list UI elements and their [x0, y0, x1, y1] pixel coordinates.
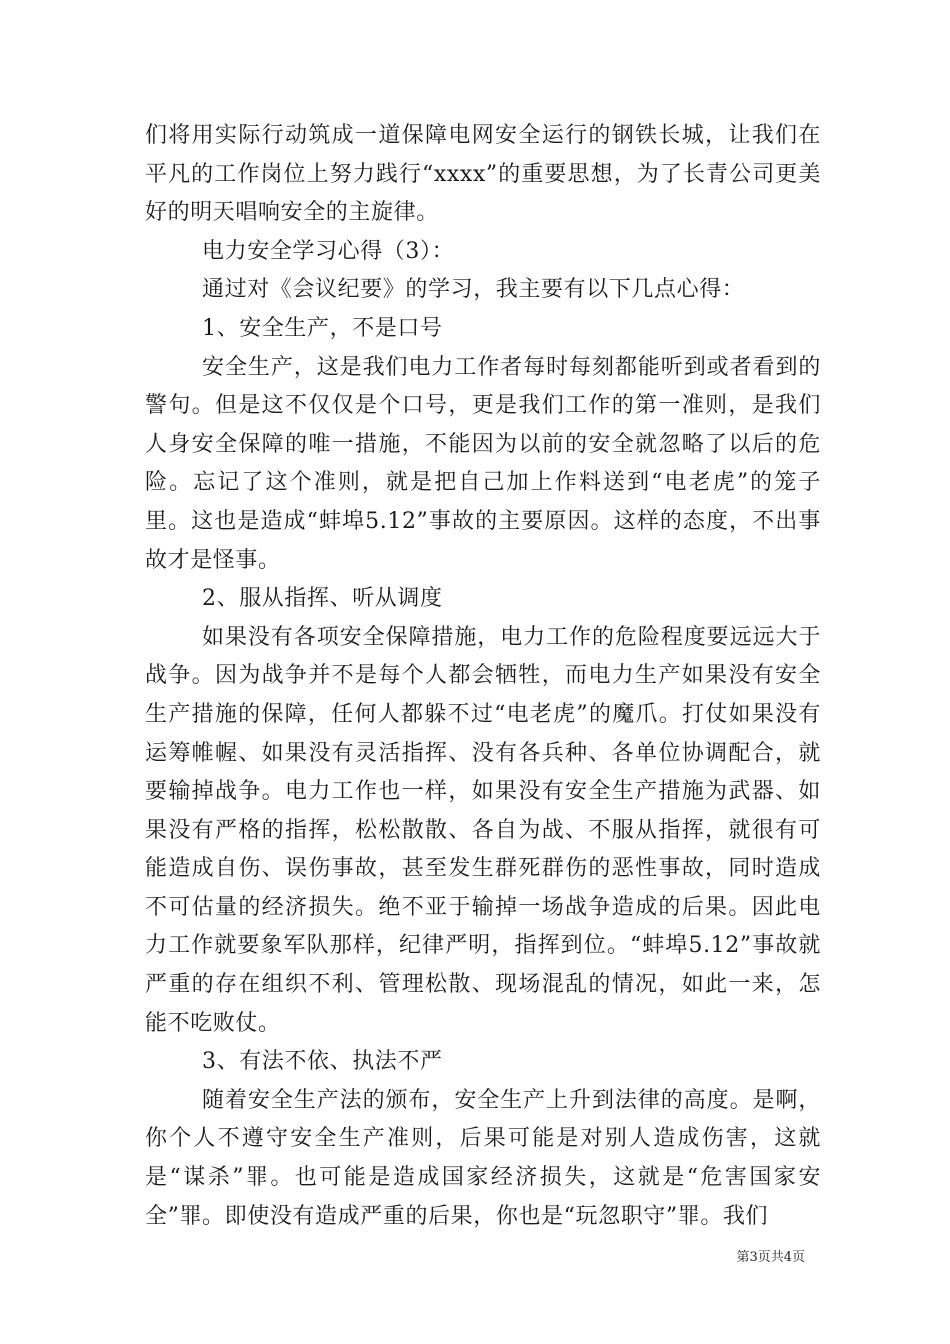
- heading-point-3: 3、有法不依、执法不严: [202, 1049, 443, 1075]
- document-body: [145, 117, 821, 1236]
- paragraph-intro: 通过对《会议纪要》的学习，我主要有以下几点心得：: [202, 277, 745, 303]
- paragraph-continuation: 们将用实际行动筑成一道保障电网安全运行的钢铁长城，让我们在平凡的工作岗位上努力践行“xxxx”的重要思想，为了长青公司更美好的明天唱响安全的主旋律。: [145, 123, 821, 226]
- heading-point-2: 2、服从指挥、听从调度: [202, 586, 443, 612]
- section-title: 电力安全学习心得（3）：: [202, 238, 455, 264]
- heading-point-1: 1、安全生产，不是口号: [202, 315, 443, 341]
- paragraph-point-1: 安全生产，这是我们电力工作者每时每刻都能听到或者看到的警句。但是这不仅仅是个口号，更是我们工作的第一准则，是我们人身安全保障的唯一措施，不能因为以前的安全就忽略了以后的危险。忘记了这个准则，就是把自己加上作料送到“电老虎”的笼子里。这也是造成“蚌埠5.12”事故的主要原因。这样的态度，不出事故才是怪事。: [145, 354, 821, 573]
- page-number-footer: 第3页共4页: [736, 1250, 805, 1265]
- paragraph-point-2: 如果没有各项安全保障措施，电力工作的危险程度要远远大于战争。因为战争并不是每个人都会牺牲，而电力生产如果没有安全生产措施的保障，任何人都躲不过“电老虎”的魔爪。打仗如果没有运筹帷幄、如果没有灵活指挥、没有各兵种、各单位协调配合，就要输掉战争。电力工作也一样，如果没有安全生产措施为武器、如果没有严格的指挥，松松散散、各自为战、不服从指挥，就很有可能造成自伤、误伤事故，甚至发生群死群伤的恶性事故，同时造成不可估量的经济损失。绝不亚于输掉一场战争造成的后果。因此电力工作就要象军队那样，纪律严明，指挥到位。“蚌埠5.12”事故就严重的存在组织不利、管理松散、现场混乱的情况，如此一来，怎能不吃败仗。: [145, 624, 821, 1036]
- paragraph-point-3: 随着安全生产法的颁布，安全生产上升到法律的高度。是啊，你个人不遵守安全生产准则，后果可能是对别人造成伤害，这就是“谋杀”罪。也可能是造成国家经济损失，这就是“危害国家安全”罪。即使没有造成严重的后果，你也是“玩忽职守”罪。我们: [145, 1087, 821, 1229]
